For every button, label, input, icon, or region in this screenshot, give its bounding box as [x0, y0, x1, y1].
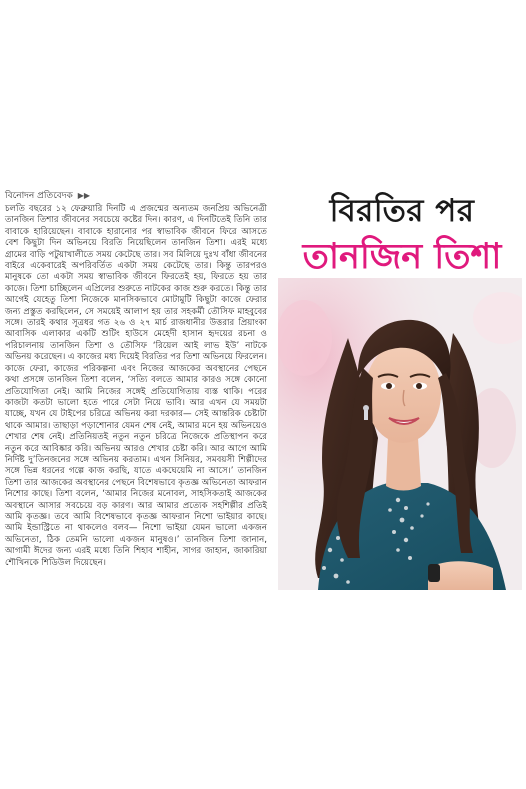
byline-arrows-icon: ▶▶ [77, 191, 91, 200]
headline-line-2: তানজিন তিশা [302, 236, 502, 277]
headline-line-1: বিরতির পর [329, 193, 475, 229]
byline-label: বিনোদন প্রতিবেদক [5, 191, 73, 201]
article-body: চলতি বছরের ১২ ফেব্রুয়ারি দিনটি এ প্রজন্মের অন্যতম জনপ্রিয় অভিনেত্রী তানজিন তিশার জীবনের সবচেয়ে কষ্টের দিন। কারণ, এ দিনটিতেই তিনি তার বাবাকে হারিয়েছেন। বাবাকে হারানোর পর স্বাভাবিক জীবনে ফিরে আসতে বেশ কিছুটা দিন অভিনয়ে বিরতি নিয়েছিলেন তানজিন তিশা। এরই মধ্যে গ্রামের বাড়ি পটুয়াখালীতে সময় কেটেছে তার। সব মিলিয়ে দুঃখ বাঁধা জীবনের বাইরে একেবারেই অপরিবর্তিত একটা সময় কেটেছে তার। কিন্তু তারপরও মানুষকে তো একটা সময় স্বাভাবিক জীবনে ফিরতেই হয়, ফিরতে হয় তার কাজে। তিশা চাচ্ছিলেন এপ্রিলের শুরুতে নাটকের কাজ শুরু করতে। কিন্তু তার আগেই যেহেতু তিশা নিজেকে মানসিকভাবে মোটামুটি কিছুটা কাজে ফেরার জন্য প্রস্তুত করছিলেন, সে সময়েই আলাপ হয় তার সহকর্মী তৌসিফ মাহবুবের সঙ্গে। তারই কথার সূত্রধর গত ২৬ ও ২৭ মার্চ রাজধানীর উত্তরার প্রিয়াংকা আবাসিক এলাকার একটি শুটিং হাউসে মেহেদী হাসান হৃদয়ের রচনা ও পরিচালনায় তানজিন তিশা ও তৌসিফ ‘রিয়েল আই লাভ ইউ’ নাটকে অভিনয় করেছেন। এ কাজের মধ্য দিয়েই বিরতির পর তিশা অভিনয়ে ফিরলেন। কাজে ফেরা, কাজের পরিকল্পনা এবং নিজের আজকের অবস্থানের পেছনে কথা প্রসঙ্গে তানজিন তিশা বলেন, ‘সত্যি বলতে আমার কারও সঙ্গে কোনো প্রতিযোগিতা নেই। আমি নিজের সঙ্গেই প্রতিযোগিতায় ব্যস্ত থাকি। পরের কাজটা কতটা ভালো হতে পারে সেটা নিয়ে ভাবি। আর এখন যে সময়টা যাচ্ছে, যখন যে টাইপের চরিত্রে অভিনয় করা দরকার— সেই আন্তরিক চেষ্টাটা থাকে আমার। তাছাড়া পড়াশোনার যেমন শেষ নেই, আমার মনে হয় অভিনয়েও শেখার শেষ নেই। প্রতিনিয়তই নতুন নতুন চরিত্রে নিজেকে প্রতিস্থাপন করে নতুন করে আবিষ্কার করি। অভিনয় আরও শেখার চেষ্টা করি। আর আগে আমি নির্দিষ্ট দু’তিনজনের সঙ্গে অভিনয় করতাম। এখন সিনিয়র, সমবয়সী শিল্পীদের সঙ্গে ভিন্ন ধরনের গল্পে কাজ করছি, যাতে একঘেয়েমি না আসে।’ তানজিন তিশা তার আজকের অবস্থানের পেছনে বিশেষভাবে কৃতজ্ঞ অভিনেতা আফরান নিশোর কাছে। তিশা বলেন, ‘আমার নিজের মনোবল, সাহসিকতাই আজকের অবস্থানে আসার সবচেয়ে বড় কারণ। আর আমার প্রত্যেক সহশিল্পীর প্রতিই আমি কৃতজ্ঞ। তবে আমি বিশেষভাবে কৃতজ্ঞ আফরান নিশো ভাইয়ার কাছে। আমি ইন্ডাস্ট্রিতে না থাকলেও বলব— নিশো ভাইয়া যেমন ভালো একজন অভিনেতা, ঠিক তেমনি ভালো একজন মানুষও।’ তানজিন তিশা জানান, আগামী ঈদের জন্য এরই মধ্যে তিনি শিহাব শাহীন, সাগর জাহান, জাকারিয়া শৌখিনকে শিডিউল দিয়েছেন। [5, 204, 267, 568]
portrait-illustration [278, 278, 522, 590]
byline [5, 188, 90, 203]
portrait-photo [278, 278, 522, 590]
headline [282, 192, 522, 280]
